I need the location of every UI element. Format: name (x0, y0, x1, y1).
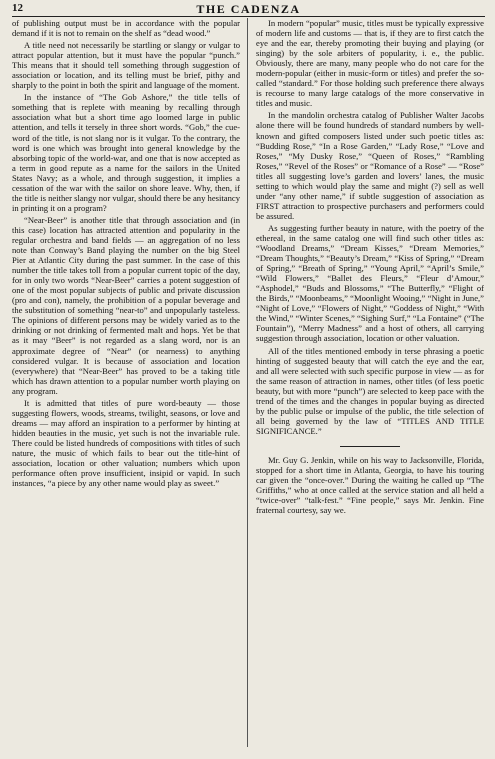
paragraph: In the mandolin orchestra catalog of Publisher Walter Jacobs alone there will be found hundreds of standard numbers by well-known and gifted composers listed under such poetic titles as: “Budding Rose,” “In a Rose Garden,” “Lady Rose,” “Love and Roses,” “My Dusky Rose,” “Queen of Roses,” “Rambling Roses,” “Revel of the Roses” or “Romance of a Rose” — “Rose” titles all suggesting love’s garden and lovers’ lanes, the music setting to which would play the same and might (?) sell as well under “any other name,” if subtle suggestion of association as FIRST attraction to prospective purchasers and performers could be assured. (256, 110, 484, 221)
right-column (256, 18, 484, 517)
paragraph: A title need not necessarily be startling or slangy or vulgar to attract popular attention, but it must have the popular “punch.” This means that it should tell something through suggestion of association or location, and its telling must be brief, pithy and sharply to the point in both the spirit and language of the moment. (12, 40, 240, 91)
paragraph: “Near-Beer” is another title that through association and (in this case) location has attracted attention and popularity in the regular orchestra and band fields — an aggregation of no less note than Conway’s Band playing the number on the big Steel Pier at Atlantic City during the past summer. In the case of this number the title takes toll from a popular current topic of the day, for in only two words “Near-Beer” carries a potent suggestion of one of the most popular subjects of public and private discussion (pro and con), namely, the prohibition of a popular beverage and the substitution of something “near-to” and unpopularly tasteless. The opinions of different persons may be widely varied as to the drinking or not drinking of fermented malt and hops. Yet be that as it may “Beer” is not regarded as a slang word, nor is an approximate degree of “Near” (or nearness) to anything considered vulgar. It is because of association and location (everywhere) that “Near-Beer” has proved to be a taking title which has drawn attention to a popular number worth playing on any program. (12, 214, 240, 396)
paragraph: In modern “popular” music, titles must be typically expressive of modern life and customs — that is, if they are to first catch the eye and the ear, thereby promoting their buying and playing (or singing) by the sole arbiters of popularity, i. e., the public. Obviously, there are many, many people who do not care for the modern-popular (either in music-form or titles) and prefer the so-called “standard.” For those holding such preference there always is recourse to many large catalogs of the more conservative in titles and music. (256, 18, 484, 109)
paragraph: It is admitted that titles of pure word-beauty — those suggesting flowers, woods, streams, twilight, seasons, or love and dreams — may afford an inspiration to a performer by hinting at hidden beauties in the music, yet such is not the invariable rule. There could be listed hundreds of compositions with titles of such nature, the music of which fails to bear out the title-hint of association, location or other valuation; numbers which upon performance often prove insufficient, insipid or vapid. In such instances, “a piece by any other name would play as sweet.” (12, 397, 240, 489)
left-column (12, 18, 240, 490)
column-divider (247, 18, 248, 747)
section-separator (340, 446, 400, 447)
running-header (12, 2, 485, 16)
news-note: Mr. Guy G. Jenkin, while on his way to Jacksonville, Florida, stopped for a short time in Atlanta, Georgia, to have his touring car given the “once-over.” During the waiting he called up “The Griffiths,” who at once called at the service station and all held a “twice-over” “talk-fest.” “Fine people,” says Mr. Jenkin. Fine fraternal courtesy, say we. (256, 454, 484, 516)
paragraph: As suggesting further beauty in nature, with the poetry of the ethereal, in the same catalog one will find such other titles as: “Woodland Dreams,” “Dream Kisses,” “Dream Memories,” “Dream Thoughts,” “Beauty’s Dream,” “Kiss of Spring,” “Dream of Spring,” “Breath of Spring,” “Young April,” “April’s Smile,” “Wild Flowers,” “Ballet des Fleurs,” “Fleur d’Amour,” “Asphodel,” “Buds and Blossoms,” “The Butterfly,” “Flight of the Birds,” “Moonbeams,” “Moonlight Wooing,” “Night in June,” “Night of Love,” “Flowers of Night,” “Goddess of Night,” “With the Wind,” “Winter Scenes,” “Sighing Surf,” “La Fontaine” (“The Fountain”), “Merry Madness” and a host of others, all carrying suggestion through association, location or other valuation. (256, 222, 484, 344)
paragraph: of publishing output must be in accordance with the popular demand if it is not to remain on the shelf as “dead wood.” (12, 18, 240, 39)
paragraph: All of the titles mentioned embody in terse phrasing a poetic hinting of suggested beauty that will catch the eye and the ear, and all were selected with such specific purpose in view — as for the same reason of attraction in names, other titles (of less poetic beauty, but with more “punch”) are selected to keep pace with the trend of the times and the changes in popular buying as directed by the public pulse or impulse of the public, the title selection of all being governed by the law of “TITLES AND TITLE SIGNIFICANCE.” (256, 345, 484, 436)
header-rule (12, 16, 485, 17)
magazine-title: THE CADENZA (196, 2, 301, 16)
paragraph: In the instance of “The Gob Ashore,” the title tells of something that is replete with meaning by recalling through association what but a short time ago loomed large in public attention, and tells it tersely in three short words. “Gob,” the cue-word of the title, is not slang nor is it vulgar. To the contrary, the word is one which was brought into general knowledge by the absorbing topic of the world-war, and one that is now accepted as a term in good repute as a name for the sailors in the United States Navy; as a whole, and through suggestion, it implies a cessation of the war with the sailor on shore leave. Why, then, if the title is neither slangy nor vulgar, should there be any hesitancy in printing it on a program? (12, 92, 240, 213)
page-number: 12 (12, 2, 23, 14)
